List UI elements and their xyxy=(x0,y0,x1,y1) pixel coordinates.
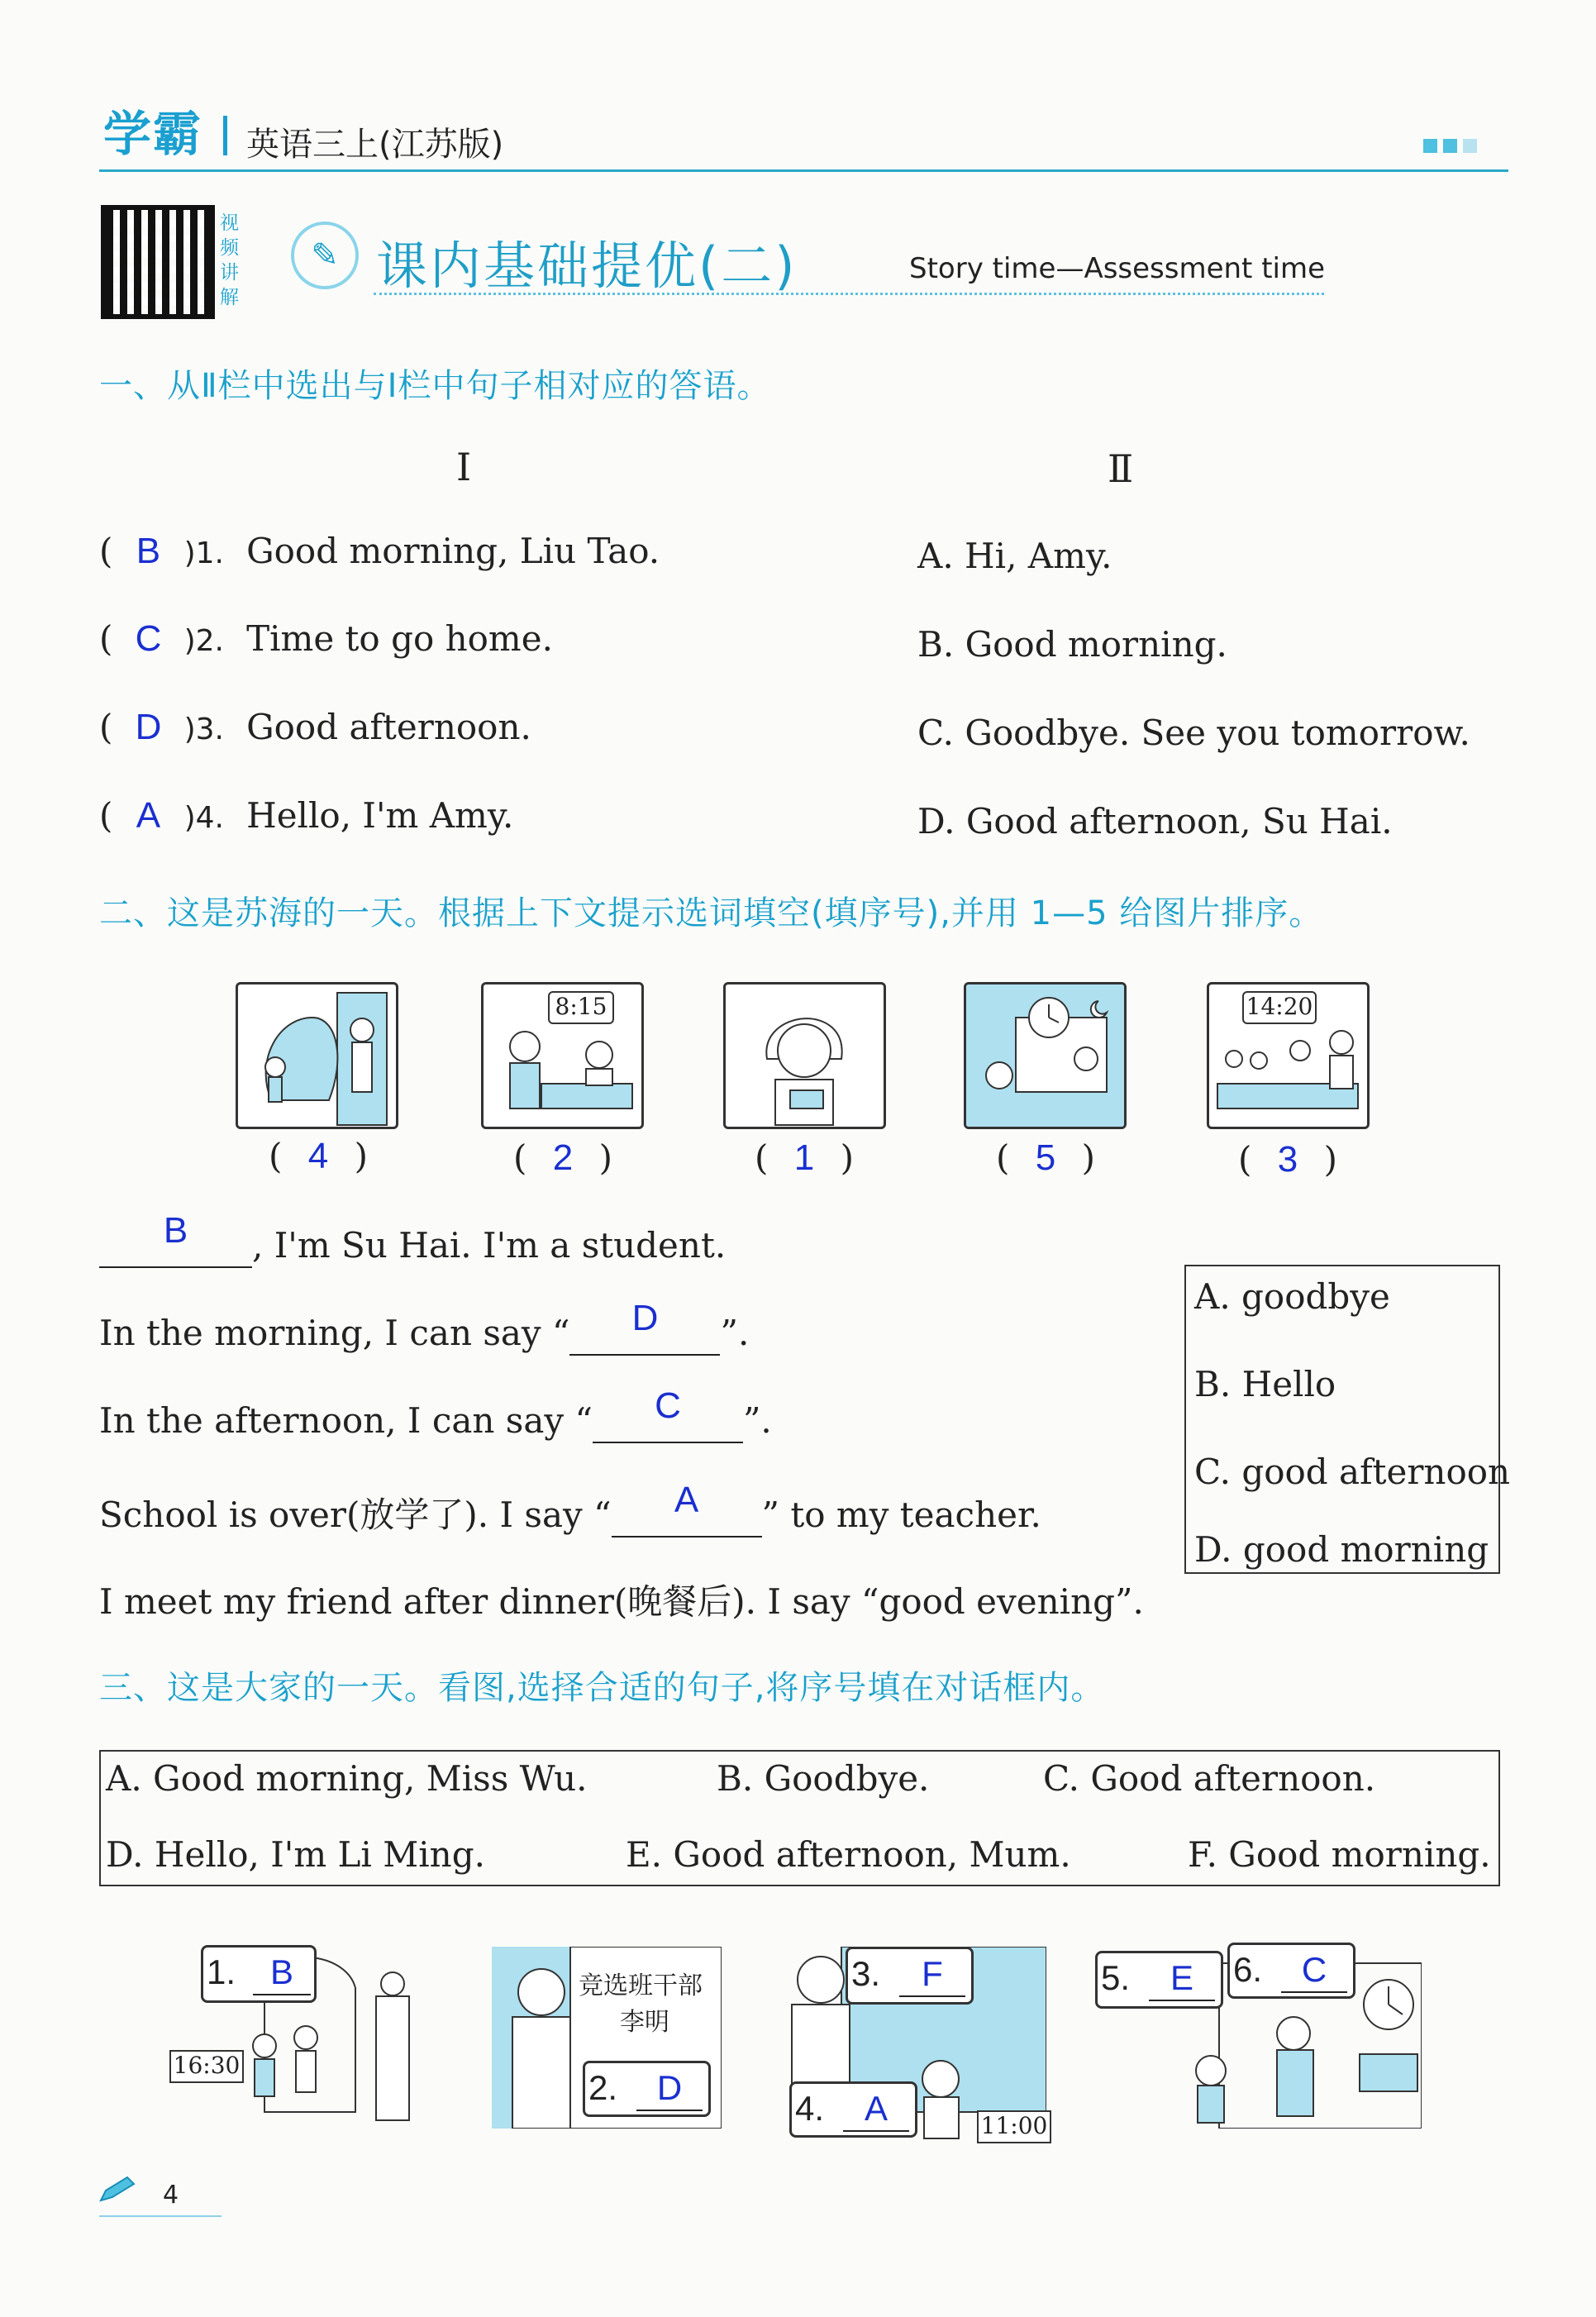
word-option-c: C. good afternoon xyxy=(1194,1452,1511,1492)
column2-header: Ⅱ xyxy=(1108,446,1134,491)
poster-line-1: 竞选班干部 xyxy=(579,1971,703,2000)
logo: 学霸 xyxy=(103,106,203,162)
banner-title: 课内基础提优(二) xyxy=(376,236,798,296)
answer-mark: D xyxy=(135,707,162,747)
sentence-5: I meet my friend after dinner(晚餐后). I say “good evening”. xyxy=(99,1581,1144,1622)
section1-option-a: A. Hi, Amy. xyxy=(917,536,1112,576)
clock-time-label: 8:15 xyxy=(548,991,614,1024)
header-dots xyxy=(1423,139,1483,156)
option-c: C. Good afternoon. xyxy=(1043,1758,1376,1799)
picture-2 xyxy=(481,982,644,1129)
picture-3 xyxy=(723,982,886,1129)
item-number: )1. xyxy=(183,536,224,570)
answer-blank[interactable]: A xyxy=(612,1495,762,1538)
answer-bubble-4[interactable]: 4. A xyxy=(789,2081,917,2138)
sentence-text: , I'm Su Hai. I'm a student. xyxy=(252,1225,727,1266)
word-bank xyxy=(1184,1265,1511,1574)
picture-4-order: ( 5 ) xyxy=(996,1137,1095,1178)
option-a: A. Good morning, Miss Wu. xyxy=(106,1758,588,1799)
sentence-4: School is over(放学了). I say “ A ” to my teacher. xyxy=(99,1488,1041,1538)
word-option-a: A. goodbye xyxy=(1194,1276,1390,1317)
option-e: E. Good afternoon, Mum. xyxy=(626,1834,1071,1875)
girl-portrait-illustration xyxy=(726,984,884,1127)
picture-4 xyxy=(964,982,1127,1129)
sentence-text: In the morning, I can say “ xyxy=(99,1313,570,1353)
sentence-3: In the afternoon, I can say “ C ”. xyxy=(99,1400,772,1443)
banner-subtitle: Story time—Assessment time xyxy=(909,252,1326,285)
answer-blank[interactable]: C xyxy=(593,1400,743,1443)
answer-mark: C xyxy=(135,618,162,659)
girl-leaving-home-illustration xyxy=(238,984,396,1127)
section1-item-3: ( D )3. Good afternoon. xyxy=(99,707,531,747)
picture-1 xyxy=(236,982,398,1129)
logo-divider xyxy=(223,116,227,155)
picture-2-order: ( 2 ) xyxy=(513,1137,612,1178)
evening-window-illustration xyxy=(966,984,1124,1127)
pencil-icon xyxy=(98,2176,137,2207)
pencil-note-icon: ✎ xyxy=(291,222,359,289)
section1-heading: 一、从Ⅱ栏中选出与Ⅰ栏中句子相对应的答语。 xyxy=(99,367,771,405)
answer-bubble-1[interactable]: 1. B xyxy=(201,1945,317,2003)
column1-header: Ⅰ xyxy=(456,445,472,489)
banner-underline xyxy=(374,293,1324,295)
item-number: )4. xyxy=(183,801,224,835)
answer-bubble-2[interactable]: 2. D xyxy=(583,2061,711,2117)
clock-1100-label: 11:00 xyxy=(977,2110,1051,2143)
option-d: D. Hello, I'm Li Ming. xyxy=(106,1834,485,1875)
section2-heading: 二、这是苏海的一天。根据上下文提示选词填空(填序号),并用 1—5 给图片排序。 xyxy=(99,894,1323,932)
word-option-b: B. Hello xyxy=(1194,1364,1336,1404)
word-option-d: D. good morning xyxy=(1194,1529,1489,1570)
qr-side-label: 视频讲解 xyxy=(220,212,239,308)
item-text: Hello, I'm Amy. xyxy=(246,795,514,836)
picture-3-order: ( 1 ) xyxy=(755,1137,854,1178)
header-rule xyxy=(99,169,1508,172)
section1-item-1: ( B )1. Good morning, Liu Tao. xyxy=(99,531,660,571)
answer-bubble-6[interactable]: 6. C xyxy=(1227,1943,1355,1999)
answer-blank[interactable]: D xyxy=(569,1313,720,1356)
answer-bubble-5[interactable]: 5. E xyxy=(1095,1951,1223,2009)
option-b: B. Goodbye. xyxy=(717,1758,930,1799)
answer-mark: A xyxy=(136,795,161,836)
clock-1630-label: 16:30 xyxy=(169,2050,244,2083)
section1-option-b: B. Good morning. xyxy=(917,624,1227,665)
picture-1-order: ( 4 ) xyxy=(269,1136,368,1176)
book-title: 英语三上(江苏版) xyxy=(246,126,504,164)
item-text: Good afternoon. xyxy=(246,707,531,747)
item-number: )3. xyxy=(183,713,224,746)
section1-option-d: D. Good afternoon, Su Hai. xyxy=(917,801,1393,841)
answer-mark: B xyxy=(136,531,161,571)
item-text: Time to go home. xyxy=(246,618,553,659)
sentence-text: In the afternoon, I can say “ xyxy=(99,1400,593,1441)
clock-time-label: 14:20 xyxy=(1242,991,1317,1024)
sentence-text: School is over(放学了). I say “ xyxy=(99,1495,612,1535)
section1-option-c: C. Goodbye. See you tomorrow. xyxy=(917,713,1470,753)
answer-bubble-3[interactable]: 3. F xyxy=(846,1947,974,2005)
section1-item-2: ( C )2. Time to go home. xyxy=(99,618,553,659)
picture-5-order: ( 3 ) xyxy=(1238,1139,1337,1180)
footer-rule xyxy=(99,2215,222,2217)
answer-blank[interactable]: B xyxy=(99,1225,252,1268)
poster-line-2: 李明 xyxy=(620,2008,669,2037)
section3-options-box xyxy=(99,1750,1500,1886)
sentence-2: In the morning, I can say “ D ”. xyxy=(99,1313,749,1356)
item-number: )2. xyxy=(183,624,224,658)
qr-code-icon[interactable] xyxy=(101,205,215,319)
page-number: 4 xyxy=(163,2181,179,2210)
section1-item-4: ( A )4. Hello, I'm Amy. xyxy=(99,795,514,836)
picture-5 xyxy=(1207,982,1370,1129)
sentence-1 xyxy=(99,1210,727,1268)
option-f: F. Good morning. xyxy=(1188,1834,1491,1875)
section3-heading: 三、这是大家的一天。看图,选择合适的句子,将序号填在对话框内。 xyxy=(99,1669,1105,1707)
item-text: Good morning, Liu Tao. xyxy=(246,531,660,571)
